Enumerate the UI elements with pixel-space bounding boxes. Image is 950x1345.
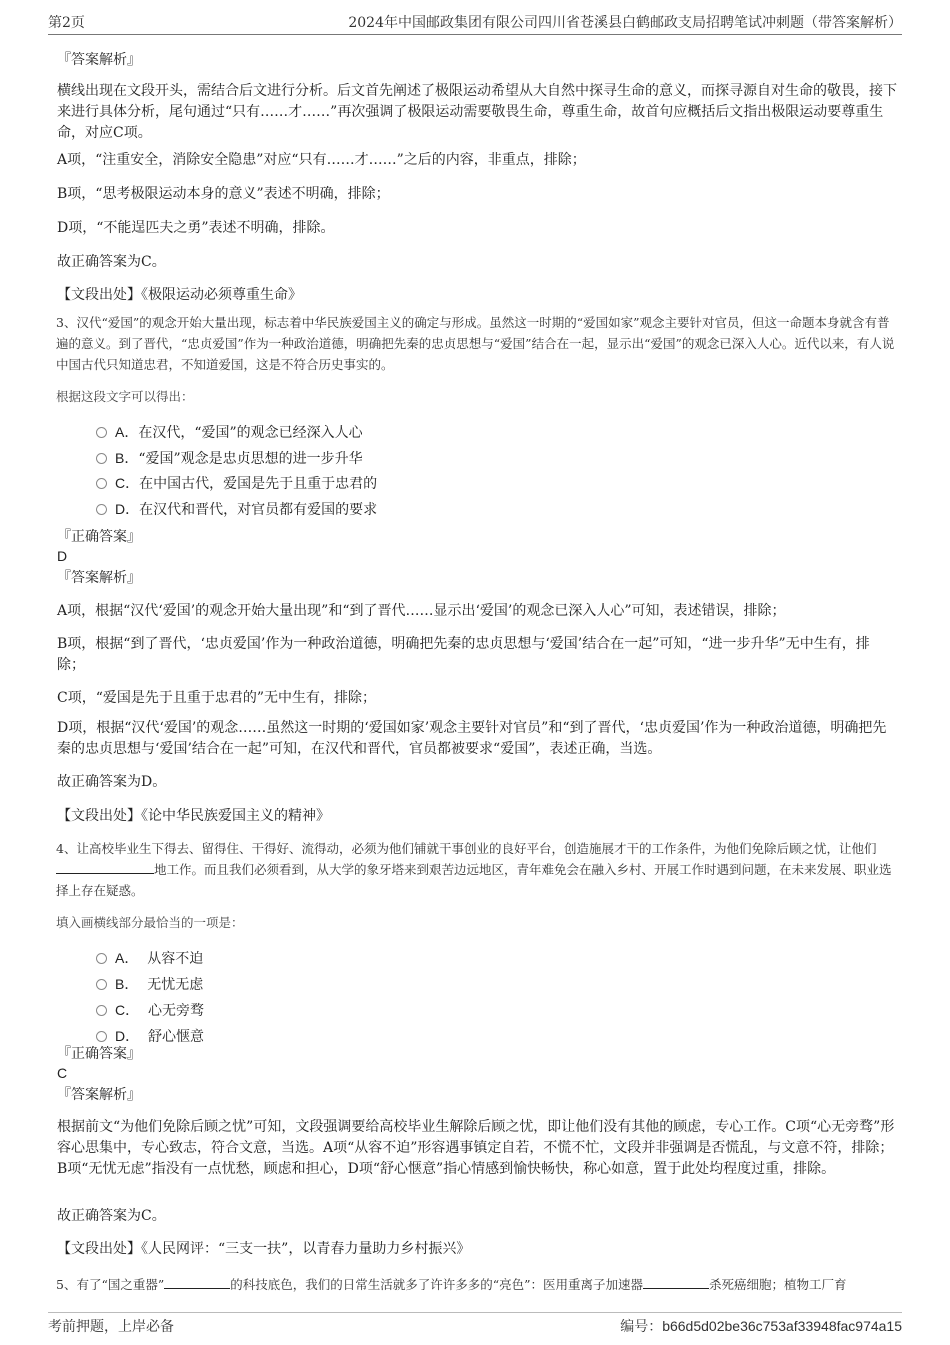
q3-option-d[interactable]: D．在汉代和晋代，对官员都有爱国的要求 [96, 499, 377, 520]
q3-option-a-analysis: A项，根据“汉代‘爱国’的观念开始大量出现”和“到了晋代……显示出‘爱国’的观念已深入人心”可知，表述错误，排除； [57, 603, 786, 619]
radio-icon[interactable] [96, 1005, 107, 1016]
q3-correct-label: 『正确答案』 [57, 529, 141, 545]
fill-blank [164, 1275, 230, 1289]
q3-question: 根据这段文字可以得出： [56, 389, 194, 404]
q4-analysis-label: 『答案解析』 [57, 1087, 141, 1103]
q4-source: 【文段出处】《人民网评：“三支一扶”，以青春力量助力乡村振兴》 [57, 1241, 471, 1257]
q4-question: 填入画横线部分最恰当的一项是： [56, 915, 244, 930]
document-title: 2024年中国邮政集团有限公司四川省苍溪县白鹤邮政支局招聘笔试冲刺题（带答案解析） [348, 15, 902, 31]
q4-conclusion: 故正确答案为C。 [57, 1208, 166, 1224]
q3-option-b[interactable]: B．“爱国”观念是忠贞思想的进一步升华 [96, 448, 363, 469]
radio-icon[interactable] [96, 504, 107, 515]
q2-option-b-analysis: B项，“思考极限运动本身的意义”表述不明确，排除； [57, 186, 390, 202]
q3-analysis-label: 『答案解析』 [57, 570, 141, 586]
radio-icon[interactable] [96, 953, 107, 964]
footer-slogan: 考前押题，上岸必备 [48, 1319, 174, 1335]
q3-conclusion: 故正确答案为D。 [57, 774, 167, 790]
q3-option-c-analysis: C项，“爱国是先于且重于忠君的”无中生有，排除； [57, 690, 377, 706]
q3-option-b-analysis: B项，根据“到了晋代，‘忠贞爱国’作为一种政治道德，明确把先秦的忠贞思想与‘爱国’结合在一起”可知，“进一步升华”无中生有，排除； [57, 636, 870, 673]
fill-blank [56, 860, 154, 874]
q3-option-a[interactable]: A．在汉代，“爱国”的观念已经深入人心 [96, 422, 363, 443]
page-header [48, 12, 902, 35]
radio-icon[interactable] [96, 1031, 107, 1042]
radio-icon[interactable] [96, 427, 107, 438]
q4-stem: 4、让高校毕业生下得去、留得住、干得好、流得动，必须为他们铺就干事创业的良好平台，创造施展才干的工作条件，为他们免除后顾之忧，让他们地工作。而且我们必须看到，从大学的象牙塔来到艰苦边远地区，青年难免会在融入乡村、开展工作时遇到问题，在未来发展、职业选择上存在疑惑。 [56, 841, 892, 898]
radio-icon[interactable] [96, 453, 107, 464]
q4-option-b[interactable]: B． 无忧无虑 [96, 974, 203, 995]
q3-option-d-analysis: D项，根据“汉代‘爱国’的观念……虽然这一时期的‘爱国如家’观念主要针对官员”和“到了晋代，‘忠贞爱国’作为一种政治道德，明确把先秦的忠贞思想与‘爱国’结合在一起”可知，在汉代和晋代，官员都被要求“爱国”，表述正确，当选。 [57, 720, 887, 757]
q3-stem: 3、汉代“爱国”的观念开始大量出现，标志着中华民族爱国主义的确定与形成。虽然这一时期的“爱国如家”观念主要针对官员，但这一命题本身就含有普遍的意义。到了晋代，“忠贞爱国”作为一种政治道德，明确把先秦的忠贞思想与“爱国”结合在一起，显示出“爱国”的观念已深入人心。近代以来，有人说中国古代只知道忠君，不知道爱国，这是不符合历史事实的。 [56, 315, 895, 372]
radio-icon[interactable] [96, 979, 107, 990]
fill-blank [643, 1275, 709, 1289]
page-footer [48, 1312, 902, 1337]
radio-icon[interactable] [96, 478, 107, 489]
q2-option-d-analysis: D项，“不能逞匹夫之勇”表述不明确，排除。 [57, 220, 335, 236]
q2-analysis-paragraph: 横线出现在文段开头，需结合后文进行分析。后文首先阐述了极限运动希望从大自然中探寻生命的意义，而探寻源自对生命的敬畏，接下来进行具体分析，尾句通过“只有……才……”再次强调了极限运动需要敬畏生命，尊重生命，故首句应概括后文指出极限运动要尊重生命，对应C项。 [57, 83, 897, 141]
document-code: 编号：b66d5d02be36c753af33948fac974a15 [620, 1318, 902, 1335]
q2-option-a-analysis: A项，“注重安全，消除安全隐患”对应“只有……才……”之后的内容，非重点，排除； [57, 152, 586, 168]
q5-stem: 5、有了“国之重器” 的科技底色，我们的日常生活就多了许许多多的“亮色”：医用重离子加速器 杀死癌细胞；植物工厂育 [56, 1277, 847, 1292]
q2-source: 【文段出处】《极限运动必须尊重生命》 [57, 287, 302, 303]
q3-option-c[interactable]: C．在中国古代，爱国是先于且重于忠君的 [96, 473, 377, 494]
q4-option-d[interactable]: D． 舒心惬意 [96, 1026, 204, 1047]
q2-analysis-label: 『答案解析』 [57, 52, 141, 68]
q4-option-c[interactable]: C． 心无旁骛 [96, 1000, 204, 1021]
q4-correct-label: 『正确答案』 [57, 1046, 141, 1062]
page-number: 第2页 [48, 15, 85, 31]
q2-conclusion: 故正确答案为C。 [57, 254, 166, 270]
q4-option-a[interactable]: A． 从容不迫 [96, 948, 203, 969]
q4-analysis-paragraph: 根据前文“为他们免除后顾之忧”可知，文段强调要给高校毕业生解除后顾之忧，即让他们没有其他的顾虑，专心工作。C项“心无旁骛”形容心思集中，专心致志，符合文意，当选。A项“从容不迫”形容遇事镇定自若，不慌不忙，文段并非强调是否慌乱，与文意不符，排除；B项“无忧无虑”指没有一点忧愁，顾虑和担心，D项“舒心惬意”指心情感到愉快畅快，称心如意，置于此处均程度过重，排除。 [57, 1119, 895, 1177]
q3-correct-answer: D [57, 548, 68, 564]
q4-correct-answer: C [57, 1065, 68, 1081]
q3-source: 【文段出处】《论中华民族爱国主义的精神》 [57, 808, 330, 824]
